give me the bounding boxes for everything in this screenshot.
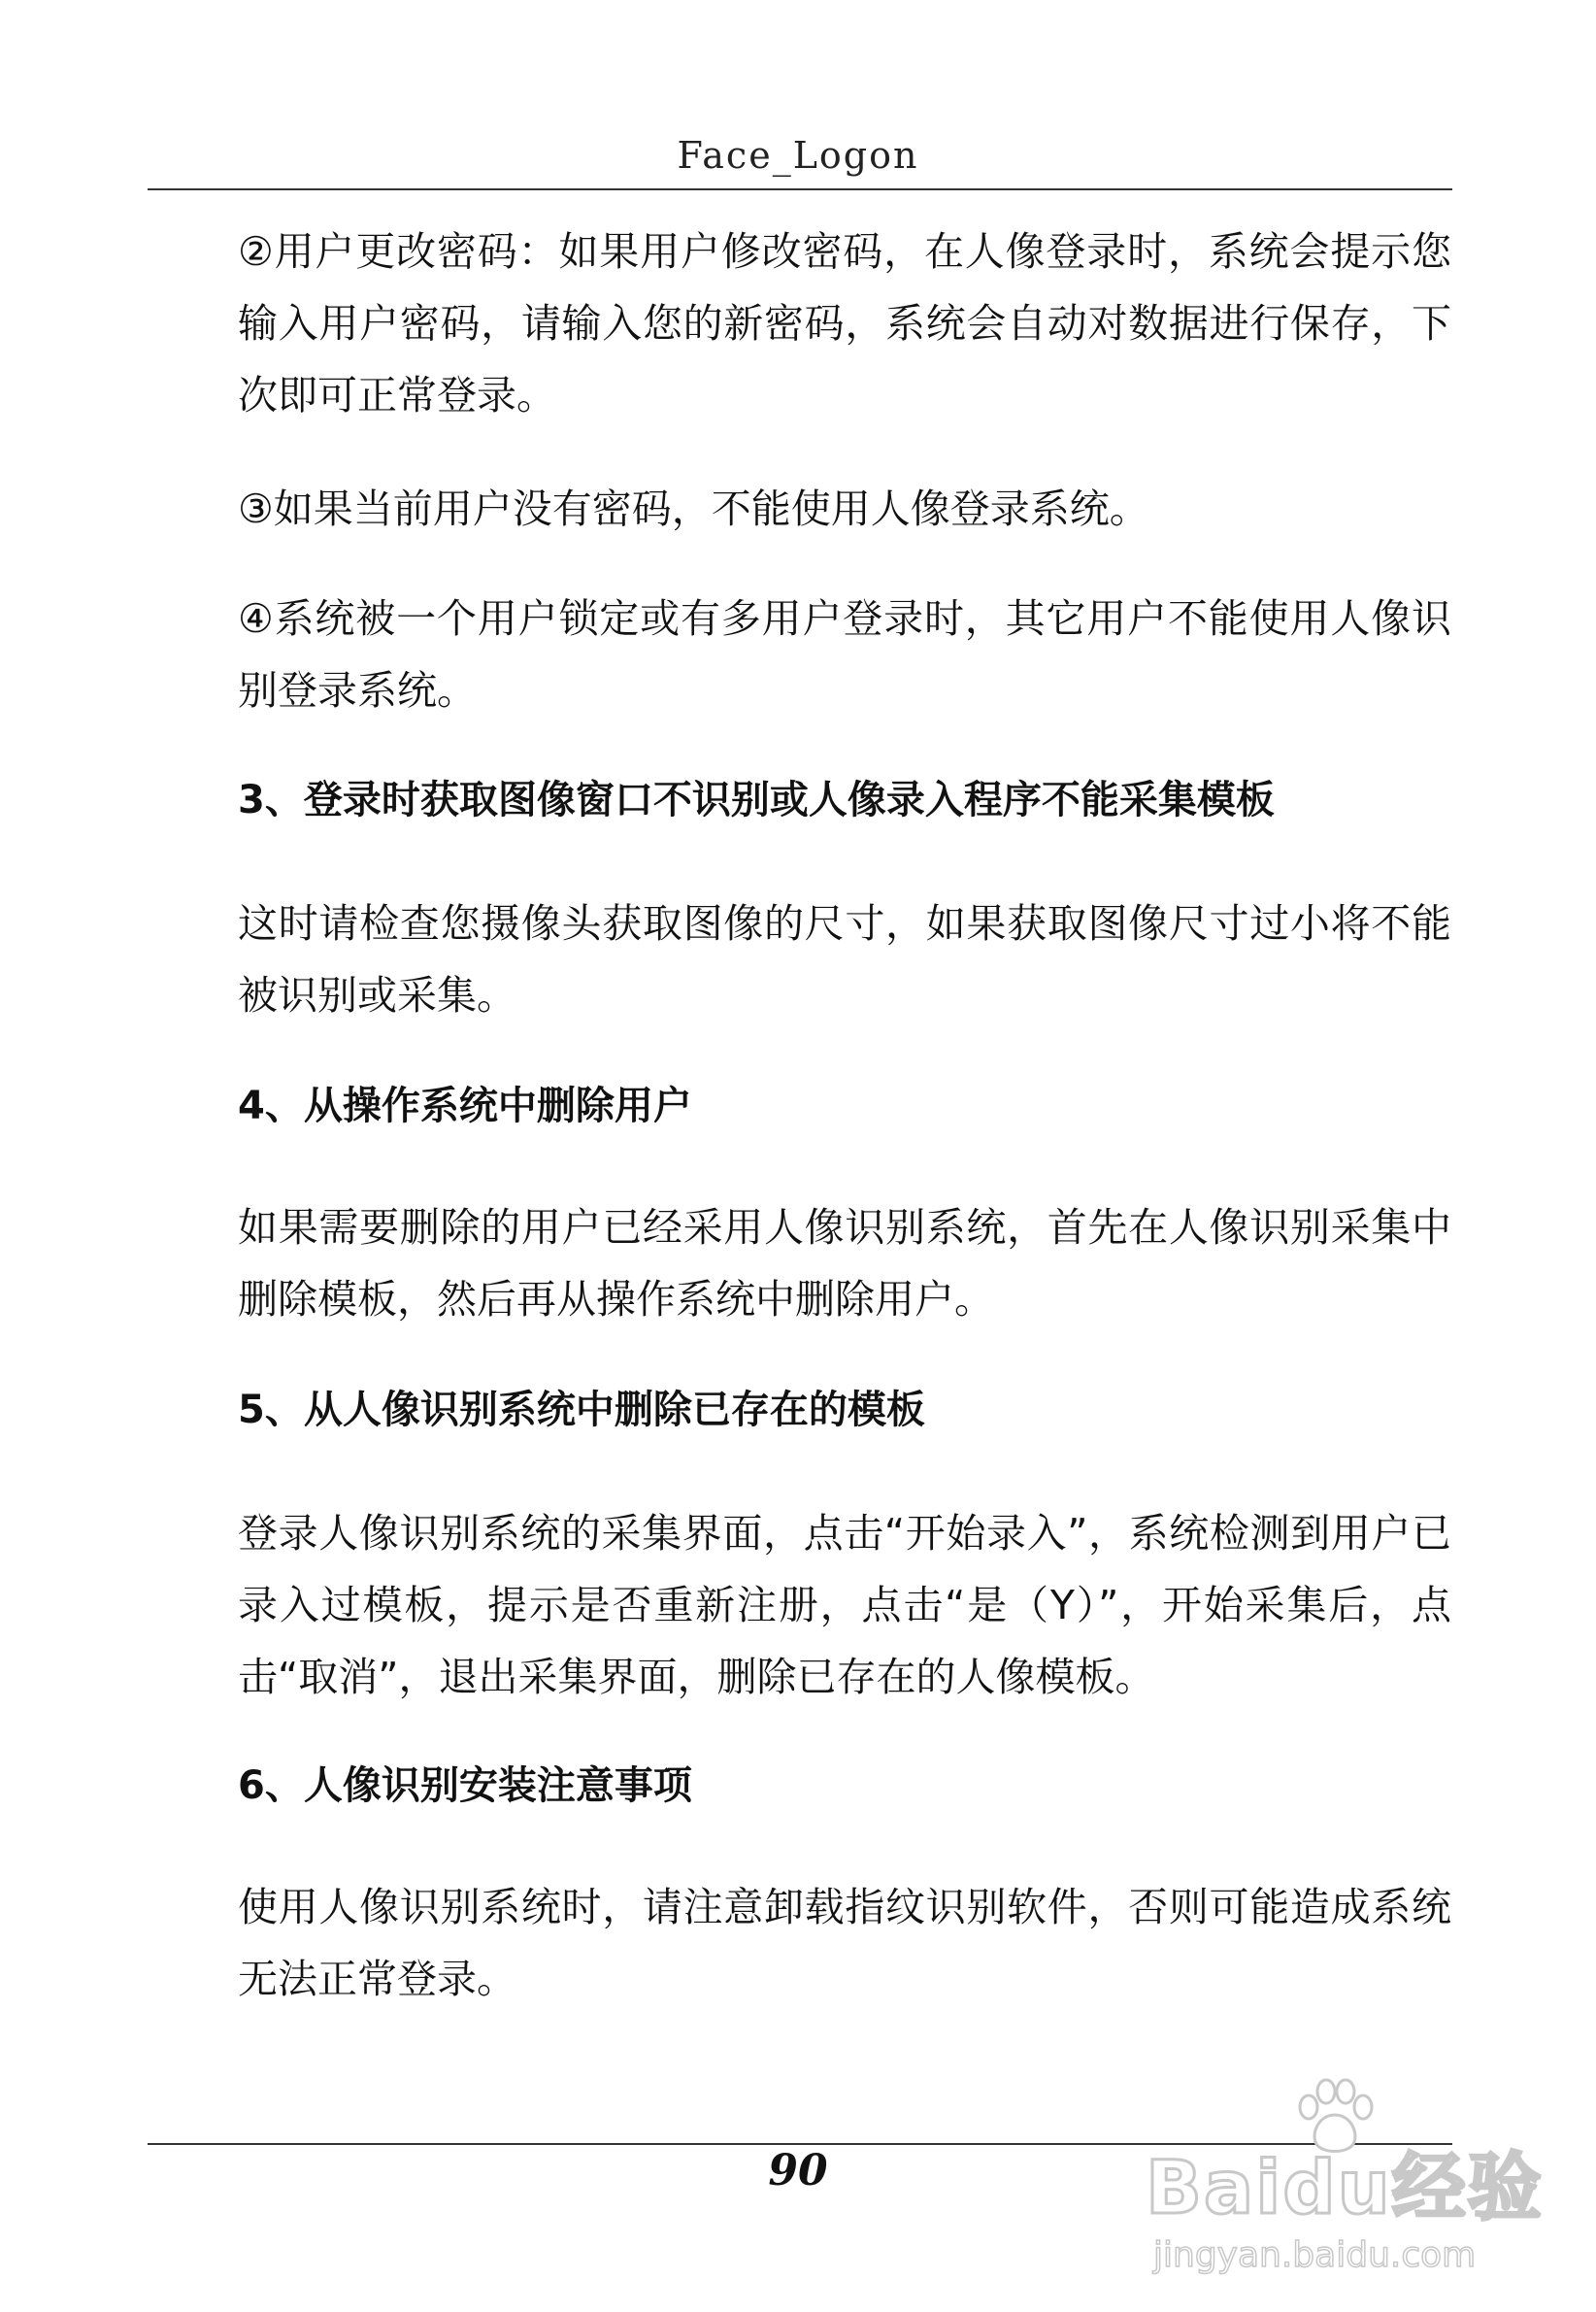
paragraph-no-password: ③如果当前用户没有密码，不能使用人像登录系统。	[238, 486, 1149, 532]
paragraph-section-6: 使用人像识别系统时，请注意卸载指纹识别软件，否则可能造成系统无法正常登录。	[238, 1884, 1451, 2002]
header-rule	[148, 188, 1452, 190]
watermark-brand: Baidu经验	[1146, 2144, 1544, 2230]
paragraph-password-change: ②用户更改密码：如果用户修改密码，在人像登录时，系统会提示您输入用户密码，请输入您的新密码，系统会自动对数据进行保存，下次即可正常登录。	[238, 228, 1451, 419]
section-heading-6: 6、人像识别安装注意事项	[238, 1763, 692, 1808]
section-heading-3: 3、登录时获取图像窗口不识别或人像录入程序不能采集模板	[238, 778, 1275, 822]
section-heading-5: 5、从人像识别系统中删除已存在的模板	[238, 1388, 925, 1432]
paragraph-user-locked: ④系统被一个用户锁定或有多用户登录时，其它用户不能使用人像识别登录系统。	[238, 595, 1451, 714]
paragraph-section-4: 如果需要删除的用户已经采用人像识别系统，首先在人像识别采集中删除模板，然后再从操作系统中删除用户。	[238, 1204, 1451, 1323]
running-header: Face_Logon	[677, 134, 919, 177]
paragraph-section-3: 这时请检查您摄像头获取图像的尺寸，如果获取图像尺寸过小将不能被识别或采集。	[238, 900, 1451, 1019]
paragraph-section-5: 登录人像识别系统的采集界面，点击“开始录入”，系统检测到用户已录入过模板，提示是否重新注册，点击“是（Y）”，开始采集后，点击“取消”，退出采集界面，删除已存在的人像模板。	[238, 1510, 1451, 1700]
page-number: 90	[768, 2146, 828, 2195]
section-heading-4: 4、从操作系统中删除用户	[238, 1084, 692, 1128]
baidu-watermark	[1146, 2078, 1544, 2301]
watermark-url: jingyan.baidu.com	[1153, 2235, 1477, 2275]
